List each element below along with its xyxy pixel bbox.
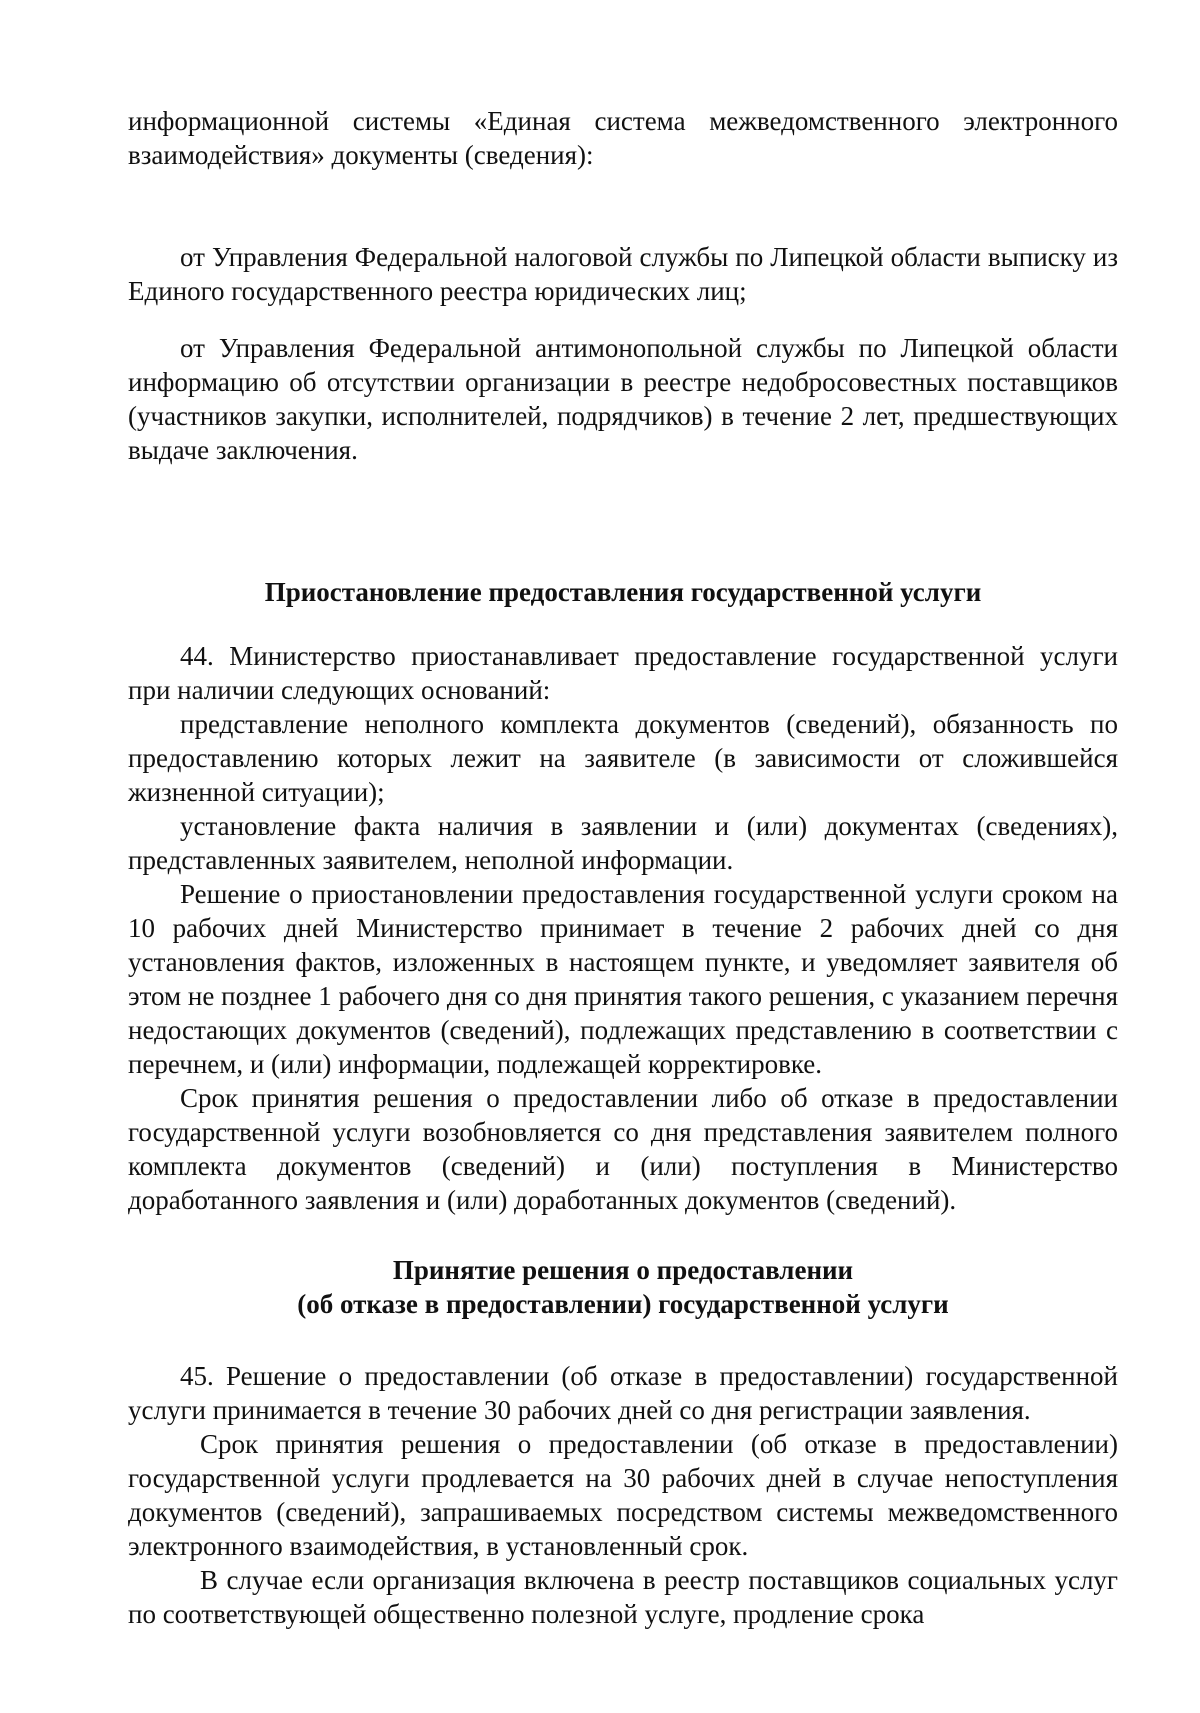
paragraph-44-main: 44. Министерство приостанавливает предоставление государственной услуги при наличии следующих оснований: (128, 641, 1118, 705)
paragraph-45-extension: Срок принятия решения о предоставлении (об отказе в предоставлении) государственной услуги продлевается на 30 рабочих дней в случае непоступления документов (сведений), запрашиваемых посредством системы межведомственного электронного взаимодействия, в установленный срок. (128, 1429, 1118, 1561)
document-body (128, 104, 1118, 1631)
paragraph-antimonopoly-service: от Управления Федеральной антимонопольной службы по Липецкой области информацию об отсутствии организации в реестре недобросовестных поставщиков (участников закупки, исполнителей, подрядчиков) в течение 2 лет, предшествующих выдаче заключения. (128, 333, 1118, 465)
heading-decision-line-2: (об отказе в предоставлении) государственной услуги (297, 1289, 949, 1319)
heading-decision (128, 1253, 1118, 1321)
heading-decision-line-1: Принятие решения о предоставлении (392, 1255, 854, 1285)
paragraph-44-ground-1: представление неполного комплекта документов (сведений), обязанность по предоставлению которых лежит на заявителе (в зависимости от сложившейся жизненной ситуации); (128, 709, 1118, 807)
paragraph-45-registry: В случае если организация включена в реестр поставщиков социальных услуг по соответствующей общественно полезной услуге, продление срока (128, 1565, 1118, 1629)
heading-suspension: Приостановление предоставления государственной услуги (264, 577, 982, 607)
paragraph-45-main: 45. Решение о предоставлении (об отказе в предоставлении) государственной услуги принимается в течение 30 рабочих дней со дня регистрации заявления. (128, 1361, 1118, 1425)
paragraph-44-term: Срок принятия решения о предоставлении либо об отказе в предоставлении государственной услуги возобновляется со дня представления заявителем полного комплекта документов (сведений) и (или) поступления в Министерство доработанного заявления и (или) доработанных документов (сведений). (128, 1083, 1118, 1215)
paragraph-intro: информационной системы «Единая система межведомственного электронного взаимодействия» документы (сведения): (128, 106, 1118, 170)
paragraph-tax-service: от Управления Федеральной налоговой службы по Липецкой области выписку из Единого государственного реестра юридических лиц; (128, 242, 1118, 306)
paragraph-44-ground-2: установление факта наличия в заявлении и (или) документах (сведениях), представленных заявителем, неполной информации. (128, 811, 1118, 875)
paragraph-44-decision: Решение о приостановлении предоставления государственной услуги сроком на 10 рабочих дней Министерство принимает в течение 2 рабочих дней со дня установления фактов, изложенных в настоящем пункте, и уведомляет заявителя об этом не позднее 1 рабочего дня со дня принятия такого решения, с указанием перечня недостающих документов (сведений), подлежащих представлению в соответствии с перечнем, и (или) информации, подлежащей корректировке. (128, 879, 1118, 1079)
